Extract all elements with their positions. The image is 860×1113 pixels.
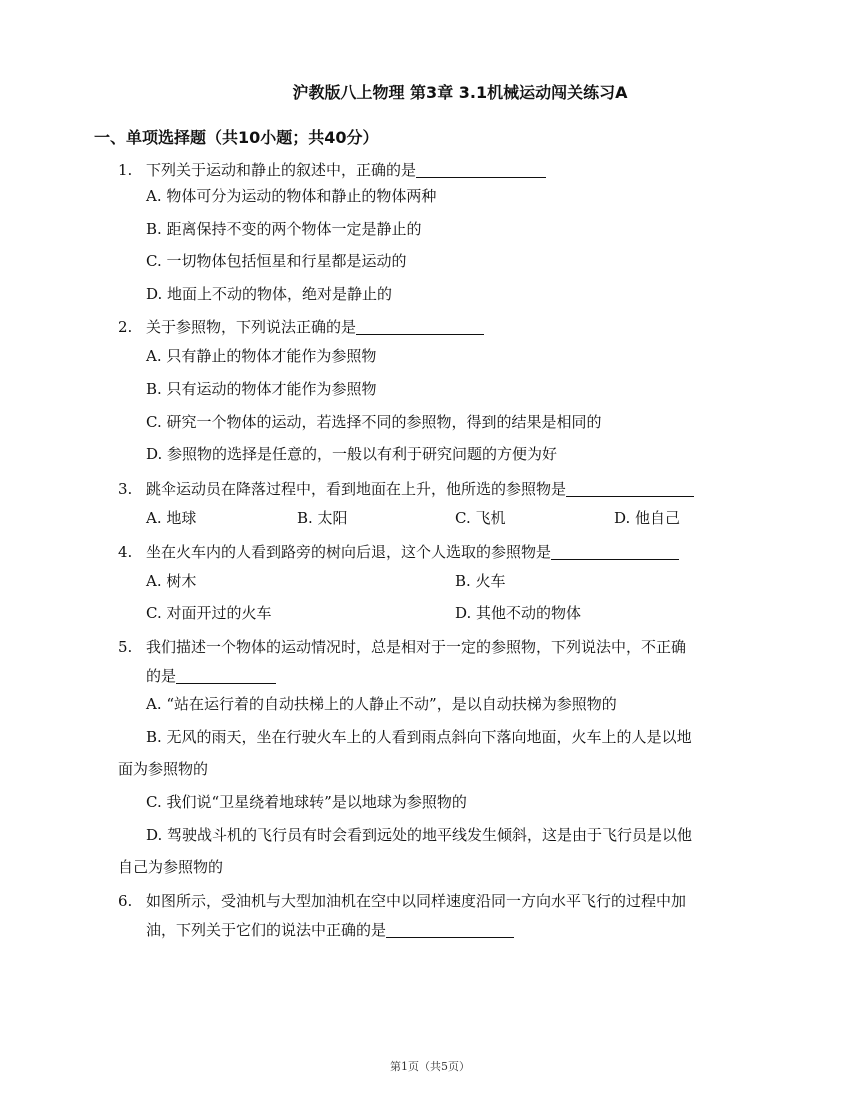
- answer-blank[interactable]: [386, 921, 514, 938]
- option: A. 只有静止的物体才能作为参照物: [146, 347, 377, 365]
- question-5: [118, 637, 686, 657]
- question-stem-continued: [146, 920, 514, 940]
- option: D. 他自己: [614, 509, 681, 527]
- section-heading: 一、单项选择题（共10小题；共40分）: [94, 128, 379, 147]
- option: A. “站在运行着的自动扶梯上的人静止不动”，是以自动扶梯为参照物的: [146, 695, 617, 713]
- option: C. 研究一个物体的运动，若选择不同的参照物，得到的结果是相同的: [146, 413, 602, 431]
- option: A. 地球: [146, 509, 197, 527]
- question-number: 6.: [118, 892, 133, 910]
- question-number: 3.: [118, 480, 133, 498]
- answer-blank[interactable]: [566, 480, 694, 497]
- question-stem-line2: 的是: [146, 667, 177, 685]
- page-title: 沪教版八上物理 第3章 3.1机械运动闯关练习A: [292, 83, 628, 102]
- question-number: 1.: [118, 161, 133, 179]
- option: A. 物体可分为运动的物体和静止的物体两种: [146, 187, 437, 205]
- answer-blank[interactable]: [551, 543, 679, 560]
- question-2: [118, 317, 484, 337]
- option: C. 我们说“卫星绕着地球转”是以地球为参照物的: [146, 793, 467, 811]
- option: D. 驾驶战斗机的飞行员有时会看到远处的地平线发生倾斜，这是由于飞行员是以他: [146, 826, 693, 844]
- question-stem: 如图所示，受油机与大型加油机在空中以同样速度沿同一方向水平飞行的过程中加: [146, 892, 687, 910]
- page-footer: 第1页（共5页）: [390, 1060, 470, 1073]
- question-stem: 下列关于运动和静止的叙述中，正确的是: [146, 161, 417, 179]
- question-4: [118, 542, 679, 562]
- option: B. 无风的雨天，坐在行驶火车上的人看到雨点斜向下落向地面，火车上的人是以地: [146, 728, 692, 746]
- option: C. 一切物体包括恒星和行星都是运动的: [146, 252, 407, 270]
- option: D. 其他不动的物体: [455, 604, 582, 622]
- option: B. 火车: [455, 572, 506, 590]
- option: C. 对面开过的火车: [146, 604, 272, 622]
- option-continued: 自己为参照物的: [118, 858, 224, 876]
- question-6: [118, 891, 686, 911]
- option-continued: 面为参照物的: [118, 760, 209, 778]
- answer-blank[interactable]: [416, 161, 546, 178]
- option: B. 太阳: [297, 509, 348, 527]
- option: B. 距离保持不变的两个物体一定是静止的: [146, 220, 422, 238]
- answer-blank[interactable]: [356, 318, 484, 335]
- question-stem: 我们描述一个物体的运动情况时，总是相对于一定的参照物，下列说法中，不正确: [146, 638, 687, 656]
- question-3: [118, 479, 694, 499]
- question-number: 2.: [118, 318, 133, 336]
- question-1: [118, 160, 546, 180]
- question-stem: 坐在火车内的人看到路旁的树向后退，这个人选取的参照物是: [146, 543, 552, 561]
- question-number: 5.: [118, 638, 133, 656]
- option: C. 飞机: [455, 509, 506, 527]
- question-number: 4.: [118, 543, 133, 561]
- option: A. 树木: [146, 572, 197, 590]
- question-stem: 关于参照物，下列说法正确的是: [146, 318, 357, 336]
- question-stem: 跳伞运动员在降落过程中，看到地面在上升，他所选的参照物是: [146, 480, 567, 498]
- option: D. 参照物的选择是任意的，一般以有利于研究问题的方便为好: [146, 445, 558, 463]
- option: D. 地面上不动的物体，绝对是静止的: [146, 285, 393, 303]
- option: B. 只有运动的物体才能作为参照物: [146, 380, 377, 398]
- question-stem-continued: [146, 666, 276, 686]
- question-stem-line2: 油，下列关于它们的说法中正确的是: [146, 921, 387, 939]
- answer-blank[interactable]: [176, 667, 276, 684]
